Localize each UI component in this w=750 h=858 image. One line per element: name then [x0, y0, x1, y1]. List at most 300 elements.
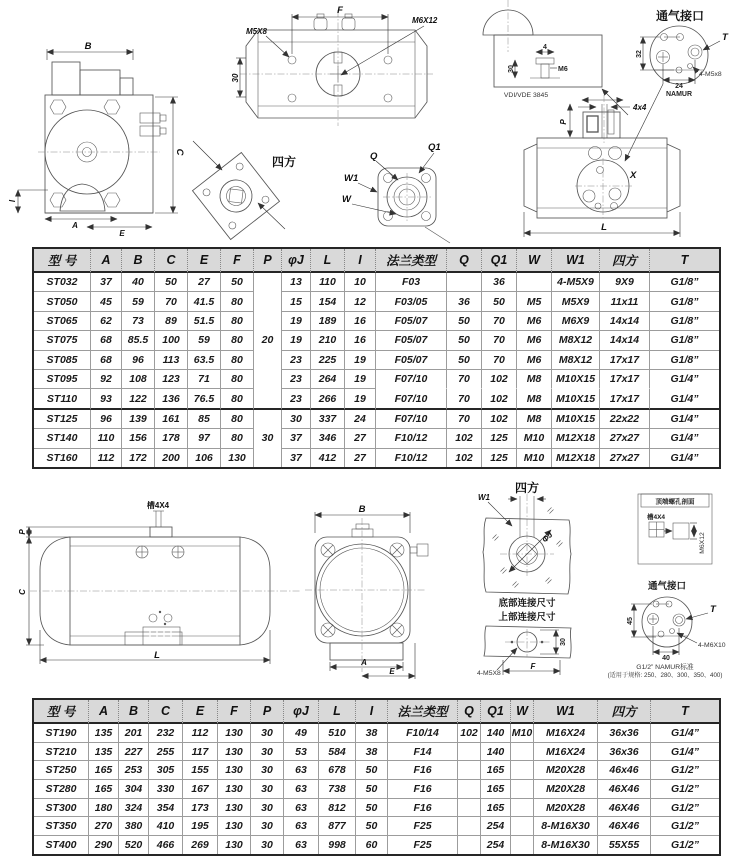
column-header-A: A [89, 700, 119, 724]
column-header-E: E [188, 249, 221, 273]
cell: 36x36 [598, 743, 651, 762]
cell: 8-M16X30 [534, 817, 598, 836]
dim-label-45: 45 [627, 617, 634, 625]
cell: F10/14 [388, 724, 458, 743]
cell: 17x17 [600, 389, 650, 409]
cell [458, 817, 481, 836]
cell: 76.5 [188, 389, 221, 409]
middle-drawings [0, 480, 750, 695]
cell: 30 [251, 799, 284, 818]
cell: 70 [447, 370, 482, 389]
cell: 73 [122, 312, 155, 331]
column-header-T: T [651, 700, 719, 724]
column-header-W: W [511, 700, 534, 724]
column-header-F: F [218, 700, 251, 724]
cell [447, 273, 482, 292]
cell: 55X55 [598, 836, 651, 854]
cell: 19 [282, 312, 311, 331]
cell: F10/12 [376, 429, 447, 448]
dim-label-l: L [601, 222, 607, 233]
cell: M10 [511, 724, 534, 743]
cell-model: ST125 [34, 410, 91, 429]
cell: G1/8” [650, 292, 719, 311]
table-row-ST280 [34, 780, 719, 799]
cell: 165 [481, 799, 511, 818]
cell: 812 [319, 799, 356, 818]
cell: 96 [122, 351, 155, 370]
table-row-ST210 [34, 743, 719, 762]
dim-label-30: 30 [508, 65, 515, 73]
cell: 269 [183, 836, 218, 854]
cell: 102 [482, 410, 517, 429]
cell: F05/07 [376, 331, 447, 350]
cell [458, 780, 481, 799]
cell: 410 [149, 817, 183, 836]
dim-label-a: A [72, 221, 78, 230]
cell: F16 [388, 799, 458, 818]
cell: G1/2” [651, 780, 719, 799]
slot-label: 槽4X4 [146, 501, 170, 510]
cell [511, 817, 534, 836]
cell: G1/4” [650, 389, 719, 409]
cell: 50 [447, 351, 482, 370]
cell: 112 [183, 724, 218, 743]
cell-model: ST190 [34, 724, 89, 743]
dimension-table-large-models [32, 698, 721, 856]
column-header-型 号: 型 号 [34, 700, 89, 724]
cell: 50 [447, 331, 482, 350]
cell: F05/07 [376, 312, 447, 331]
cell: M10X15 [552, 389, 600, 409]
dim-label-c: C [18, 589, 27, 595]
cell: 11x11 [600, 292, 650, 311]
cell: 45 [91, 292, 122, 311]
cell-model: ST032 [34, 273, 91, 292]
cell: F14 [388, 743, 458, 762]
cell: G1/2” [651, 761, 719, 780]
cell: 130 [218, 799, 251, 818]
cell: 130 [218, 780, 251, 799]
cell: 50 [356, 780, 388, 799]
square-label: 四方 [272, 155, 297, 169]
cell: 60 [356, 836, 388, 854]
dim-label-24: 24 [675, 83, 683, 90]
cell: 140 [481, 724, 511, 743]
cell: 50 [221, 273, 254, 292]
cell: 264 [311, 370, 345, 389]
x-mark-label: X [630, 170, 637, 181]
cell: 584 [319, 743, 356, 762]
cell [458, 799, 481, 818]
cell: F07/10 [376, 370, 447, 389]
cell: 50 [356, 761, 388, 780]
cell: 68 [91, 351, 122, 370]
cell [511, 761, 534, 780]
cell: 19 [345, 351, 376, 370]
cell: G1/4” [670, 451, 699, 464]
cell: M5X9 [552, 292, 600, 311]
cell: 19 [345, 389, 376, 409]
dim-label-w1: W1 [344, 173, 359, 184]
dim-label-w1: W1 [478, 493, 490, 502]
cell: 178 [155, 429, 188, 448]
cell: 225 [311, 351, 345, 370]
cell: 30 [251, 780, 284, 799]
cell: F16 [388, 761, 458, 780]
column-header-Q: Q [447, 249, 482, 273]
column-header-F: F [221, 249, 254, 273]
dim-label-a: A [361, 658, 367, 667]
cell: M6 [517, 312, 552, 331]
cell-model: ST050 [34, 292, 91, 311]
column-header-型 号: 型 号 [34, 249, 91, 273]
cell: 38 [356, 724, 388, 743]
dim-label-f: F [530, 662, 536, 671]
cell: 227 [119, 743, 149, 762]
cell: 30 [251, 743, 284, 762]
dim-label-phi-j: ΦJ [540, 530, 555, 545]
namur-caption-line1: G1/2” NAMUR标准 [636, 664, 694, 671]
cell: 41.5 [188, 292, 221, 311]
column-header-C: C [149, 700, 183, 724]
cell: 466 [149, 836, 183, 854]
cell: 510 [319, 724, 356, 743]
cell: M8 [517, 389, 552, 409]
cell: 330 [149, 780, 183, 799]
cell: 346 [311, 429, 345, 448]
cell: M12X18 [552, 429, 600, 448]
cell-P-group: 30 [254, 410, 282, 467]
cell: 50 [155, 273, 188, 292]
cell [458, 836, 481, 854]
cell: F16 [388, 780, 458, 799]
plan-view-drawing [231, 5, 438, 126]
dim-label-e: E [389, 667, 395, 676]
cell: G1/4” [670, 373, 699, 386]
thread-label-m6x12: M6X12 [699, 532, 706, 554]
cell: 337 [311, 410, 345, 429]
namur-caption-line2: (适用于规格: 250、280、300、350、400) [607, 672, 723, 679]
top-drawings [0, 0, 750, 246]
cell: 51.5 [188, 312, 221, 331]
table-row-ST085 [34, 351, 719, 370]
cell: 678 [319, 761, 356, 780]
cell: G1/4” [650, 410, 719, 429]
cell: 80 [221, 410, 254, 429]
cell: 80 [221, 331, 254, 350]
column-header-Q: Q [458, 700, 481, 724]
cell: M8 [517, 410, 552, 429]
table-row-ST140 [34, 429, 719, 448]
cell: 50 [356, 799, 388, 818]
dim-label-b: B [358, 504, 366, 515]
air-port-title: 通气接口 [655, 9, 705, 23]
header-row [34, 700, 719, 724]
cell: 253 [119, 761, 149, 780]
cell: 154 [311, 292, 345, 311]
cell: 17x17 [600, 370, 650, 389]
cell: F07/10 [376, 389, 447, 409]
dim-label-4x4: 4x4 [633, 103, 647, 112]
cell: 255 [149, 743, 183, 762]
dim-label-p: P [559, 119, 568, 125]
cell: 36x36 [598, 724, 651, 743]
side-view-mid-drawing [18, 500, 300, 664]
cell: 165 [481, 780, 511, 799]
column-header-W1: W1 [552, 249, 600, 273]
cell: M16X24 [534, 724, 598, 743]
cell: 102 [447, 429, 482, 448]
cell: 80 [221, 370, 254, 389]
cell-P-group: 20 [254, 273, 282, 410]
cell: 130 [218, 743, 251, 762]
cell: F25 [388, 836, 458, 854]
header-row [34, 249, 719, 273]
cell: 63 [284, 799, 319, 818]
cell: 22x22 [600, 410, 650, 429]
cell: 135 [89, 724, 119, 743]
cell: 738 [319, 780, 356, 799]
cell: 23 [282, 351, 311, 370]
dim-label-b: B [84, 41, 92, 52]
cell: 70 [482, 312, 517, 331]
cell: 24 [345, 410, 376, 429]
cell: 80 [221, 312, 254, 331]
cell: M8X12 [552, 351, 600, 370]
cell: M20X28 [534, 780, 598, 799]
cell: 200 [155, 449, 188, 467]
bolt-spec-label: 4-M5X8 [477, 670, 501, 677]
dim-label-p: P [18, 529, 27, 535]
cell: 53 [284, 743, 319, 762]
cell: 122 [122, 389, 155, 409]
cell: 80 [221, 351, 254, 370]
cell: 165 [481, 761, 511, 780]
cell: G1/4” [650, 429, 719, 448]
cell [511, 799, 534, 818]
cell: 113 [155, 351, 188, 370]
cell: 27x27 [600, 429, 650, 448]
cell: M6 [517, 331, 552, 350]
cell: 70 [447, 410, 482, 429]
column-header-法兰类型: 法兰类型 [388, 700, 458, 724]
cell: 30 [251, 836, 284, 854]
cell: 4-M5X9 [552, 273, 600, 292]
dim-label-30: 30 [560, 638, 567, 646]
table-row-ST400 [34, 836, 719, 854]
air-port-mid-drawing [608, 580, 726, 679]
cell: 304 [119, 780, 149, 799]
cell: 8-M16X30 [534, 836, 598, 854]
cell [511, 836, 534, 854]
cell: 89 [155, 312, 188, 331]
cell: 70 [482, 351, 517, 370]
cell: 36 [447, 292, 482, 311]
thread-label-m6: M6 [558, 66, 568, 73]
cell: M6 [517, 351, 552, 370]
cell: M8 [517, 370, 552, 389]
dim-label-32: 32 [636, 50, 643, 58]
front-view-drawing [8, 41, 185, 238]
column-header-W1: W1 [534, 700, 598, 724]
column-header-L: L [319, 700, 356, 724]
cell: 37 [91, 273, 122, 292]
column-header-W: W [517, 249, 552, 273]
cell: 13 [282, 273, 311, 292]
thread-label-m6x12: M6X12 [412, 16, 438, 25]
cell: 123 [155, 370, 188, 389]
cell: 125 [482, 429, 517, 448]
cell-model: ST300 [34, 799, 89, 818]
cell: 93 [91, 389, 122, 409]
cell: M10 [517, 429, 552, 448]
table1-wrapper [32, 247, 721, 469]
cell [458, 743, 481, 762]
cell: 23 [282, 370, 311, 389]
cell: 46X46 [598, 780, 651, 799]
dim-label-40: 40 [662, 655, 670, 662]
dim-label-f: F [337, 5, 343, 16]
cell: 63 [284, 817, 319, 836]
cell-model: ST140 [34, 429, 91, 448]
cell: 877 [319, 817, 356, 836]
cell: 70 [482, 331, 517, 350]
cell: F25 [388, 817, 458, 836]
cell: 27x27 [600, 449, 650, 467]
table-row-ST300 [34, 799, 719, 818]
cell: 16 [345, 331, 376, 350]
cell: 173 [183, 799, 218, 818]
column-header-I: I [345, 249, 376, 273]
cell: 96 [91, 410, 122, 429]
cell: 97 [188, 429, 221, 448]
cell: 102 [482, 389, 517, 409]
cell: 195 [183, 817, 218, 836]
cell: 63.5 [188, 351, 221, 370]
cell: 46x46 [598, 761, 651, 780]
cell: 110 [311, 273, 345, 292]
cell: 136 [155, 389, 188, 409]
dim-label-l: L [154, 650, 160, 661]
cell: F03 [376, 273, 447, 292]
bolt-spec-label: 4-M6X10 [698, 642, 726, 649]
cell: 63 [284, 836, 319, 854]
cell-model: ST065 [34, 312, 91, 331]
cell: 30 [251, 817, 284, 836]
cell: 102 [447, 449, 482, 467]
cell: 40 [122, 273, 155, 292]
dim-label-t: T [710, 604, 716, 615]
cell: 135 [89, 743, 119, 762]
cell: G1/2” [670, 838, 699, 851]
cell-model: ST160 [34, 449, 91, 467]
bottom-connection-drawing [478, 480, 571, 609]
cell: 12 [345, 292, 376, 311]
cell: 102 [482, 370, 517, 389]
cell: 167 [183, 780, 218, 799]
cell: F07/10 [376, 410, 447, 429]
cell: 14x14 [600, 331, 650, 350]
cell: G1/4” [651, 743, 719, 762]
cell: 998 [319, 836, 356, 854]
cell: 130 [218, 724, 251, 743]
cell: 180 [89, 799, 119, 818]
cell [517, 273, 552, 292]
cell: M16X24 [534, 743, 598, 762]
cell: M20X28 [534, 799, 598, 818]
cell: 161 [155, 410, 188, 429]
cell: 156 [122, 429, 155, 448]
cell: 23 [282, 389, 311, 409]
cell: 70 [447, 389, 482, 409]
column-header-B: B [122, 249, 155, 273]
cell: 106 [188, 449, 221, 467]
table-row-ST250 [34, 761, 719, 780]
cell: 130 [218, 761, 251, 780]
cell-model: ST280 [34, 780, 89, 799]
cell-model: ST250 [34, 761, 89, 780]
cell: M8X12 [552, 331, 600, 350]
cell: 71 [188, 370, 221, 389]
column-header-B: B [119, 700, 149, 724]
cell: 254 [481, 836, 511, 854]
table-row-ST190 [34, 724, 719, 743]
cell: 130 [218, 817, 251, 836]
cell: 108 [122, 370, 155, 389]
table-row-ST125 [34, 410, 719, 429]
end-view-mid-drawing [305, 504, 428, 679]
column-header-φJ: φJ [282, 249, 311, 273]
cell: 50 [447, 312, 482, 331]
cell-model: ST095 [34, 370, 91, 389]
cell: F10/12 [376, 449, 447, 467]
cell: 59 [188, 331, 221, 350]
cell: 59 [122, 292, 155, 311]
cell: 38 [356, 743, 388, 762]
cell: 15 [282, 292, 311, 311]
cell: 125 [482, 449, 517, 467]
cell: 100 [155, 331, 188, 350]
cell: 155 [183, 761, 218, 780]
column-header-E: E [183, 700, 218, 724]
cell [511, 743, 534, 762]
cell: M20X28 [534, 761, 598, 780]
bottom-conn-title: 底部连接尺寸 [498, 598, 556, 609]
cell: 16 [345, 312, 376, 331]
dimension-table-small-models [32, 247, 721, 469]
cell: 14x14 [600, 312, 650, 331]
cell: 412 [311, 449, 345, 467]
dim-label-q1: Q1 [428, 142, 441, 153]
table-row-ST160 [34, 449, 719, 467]
table2-wrapper [32, 698, 721, 856]
vdi-detail-drawing [483, 0, 628, 115]
cell: 189 [311, 312, 345, 331]
cell: 63 [284, 780, 319, 799]
cell: 85.5 [122, 331, 155, 350]
cell: M6X9 [552, 312, 600, 331]
cell: 19 [282, 331, 311, 350]
cell: 110 [91, 429, 122, 448]
cell: M10X15 [552, 370, 600, 389]
cell: 27 [345, 449, 376, 467]
cell: 27 [188, 273, 221, 292]
cell: 80 [221, 292, 254, 311]
cell: 102 [458, 724, 481, 743]
cell: 27 [345, 429, 376, 448]
cell: 37 [282, 429, 311, 448]
cell: 232 [149, 724, 183, 743]
